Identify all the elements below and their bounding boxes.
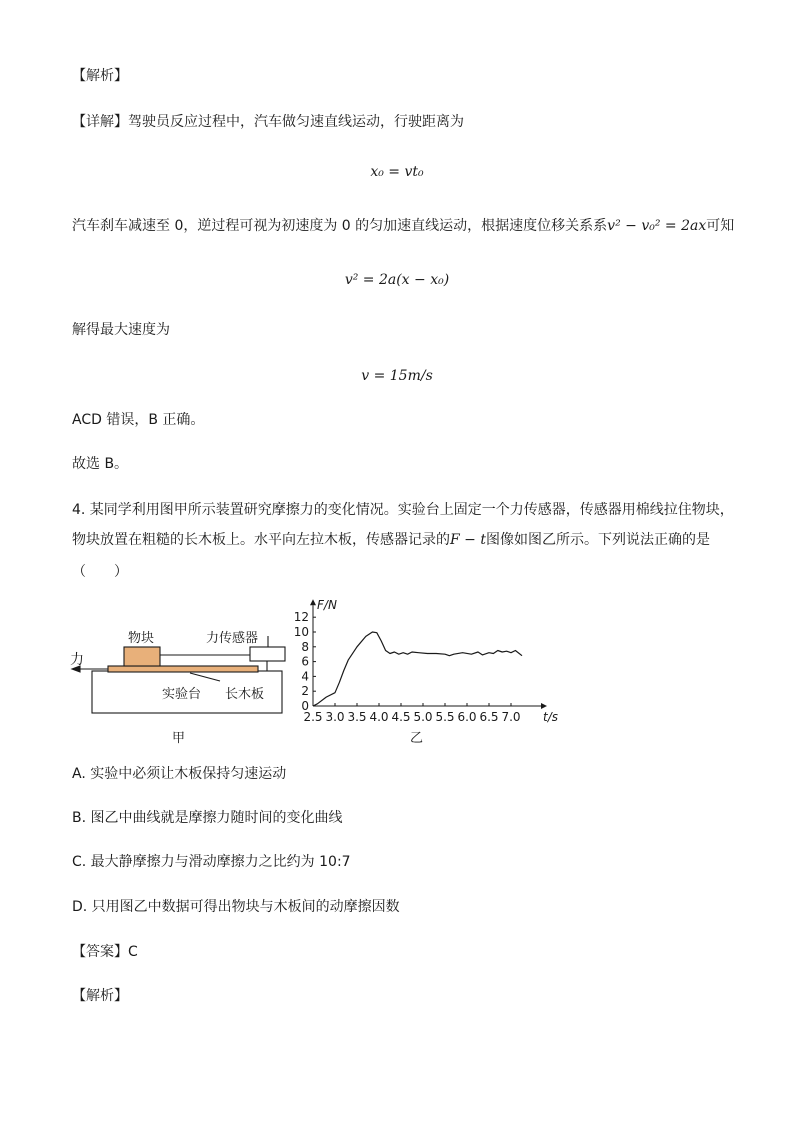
table-label: 实验台 [162,687,202,702]
detail-text: 驾驶员反应过程中，汽车做匀速直线运动，行驶距离为 [128,114,464,130]
x-axis-label: t/s [543,710,558,724]
paragraph-2 [72,216,734,236]
y-tick-label: 6 [301,654,309,669]
board-label: 长木板 [225,687,265,702]
x-tick-label: 6.5 [479,710,499,724]
y-tick-label: 10 [293,625,309,639]
force-sensor [250,647,285,661]
paragraph-4: ACD 错误，B 正确。 [72,412,205,428]
question-line-2-suffix: 图像如图乙所示。下列说法正确的是 [485,532,710,548]
x-tick-label: 3.0 [325,710,345,724]
force-label: 力 [70,652,84,668]
x-tick-label: 4.0 [369,710,389,724]
equation-2: v² = 2a(x − x₀) [344,272,450,288]
figure-caption-right: 乙 [410,731,424,746]
question-line-3: （ ） [72,564,128,580]
answer-tag: 【答案】 [72,944,128,960]
analysis-heading-bottom: 【解析】 [72,988,128,1004]
velocity-displacement-formula: v² − v₀² = 2ax [607,218,707,234]
x-axis-arrow-icon [541,703,547,709]
force-curve [313,632,522,706]
y-tick-label: 0 [301,699,309,713]
x-tick-label: 5.0 [413,710,433,724]
sensor-label: 力传感器 [206,631,259,646]
x-tick-label: 5.5 [435,710,455,724]
y-tick-label: 4 [301,669,309,684]
option-b: B. 图乙中曲线就是摩擦力随时间的变化曲线 [72,810,343,826]
equation-3: v = 15m/s [361,368,433,384]
question-line-2-prefix: 物块放置在粗糙的长木板上。水平向左拉木板，传感器记录的 [72,532,450,548]
y-tick-label: 12 [293,610,309,625]
option-d: D. 只用图乙中数据可得出物块与木板间的动摩擦因数 [72,899,400,915]
x-tick-label: 3.5 [347,710,367,724]
figure-svg [70,596,558,746]
x-tick-label: 7.0 [501,710,521,724]
answer-line [72,942,138,962]
ft-chart [294,598,558,724]
figure [70,596,558,750]
analysis-heading: 【解析】 [72,68,128,84]
paragraph-5: 故选 B。 [72,456,129,472]
y-tick-label: 8 [301,639,309,654]
question-line-1: 4. 某同学利用图甲所示装置研究摩擦力的变化情况。实验台上固定一个力传感器，传感器用棉线拉住物块， [72,502,734,518]
block-label: 物块 [128,631,155,646]
paragraph-3: 解得最大速度为 [72,322,170,338]
paragraph-2-suffix: 可知 [706,218,735,234]
detail-paragraph [72,112,464,132]
option-c: C. 最大静摩擦力与滑动摩擦力之比约为 10:7 [72,854,351,870]
x-tick-label: 4.5 [391,710,411,724]
x-tick-label: 6.0 [457,710,477,724]
long-board [108,666,258,672]
y-axis-label: F/N [317,598,337,613]
figure-caption-left: 甲 [172,731,186,746]
y-axis-arrow-icon [310,599,316,605]
option-a: A. 实验中必须让木板保持匀速运动 [72,766,287,782]
y-tick-label: 2 [301,684,309,699]
paragraph-2-prefix: 汽车刹车减速至 0，逆过程可视为初速度为 0 的匀加速直线运动，根据速度位移关系系 [72,218,608,234]
answer-value: C [128,944,138,960]
x-tick-label: 2.5 [303,710,323,724]
question-line-2 [72,530,710,550]
ft-formula: F − t [450,532,486,548]
detail-tag: 【详解】 [72,114,128,130]
equation-1: x₀ = vt₀ [370,164,424,180]
wood-block [124,647,160,666]
